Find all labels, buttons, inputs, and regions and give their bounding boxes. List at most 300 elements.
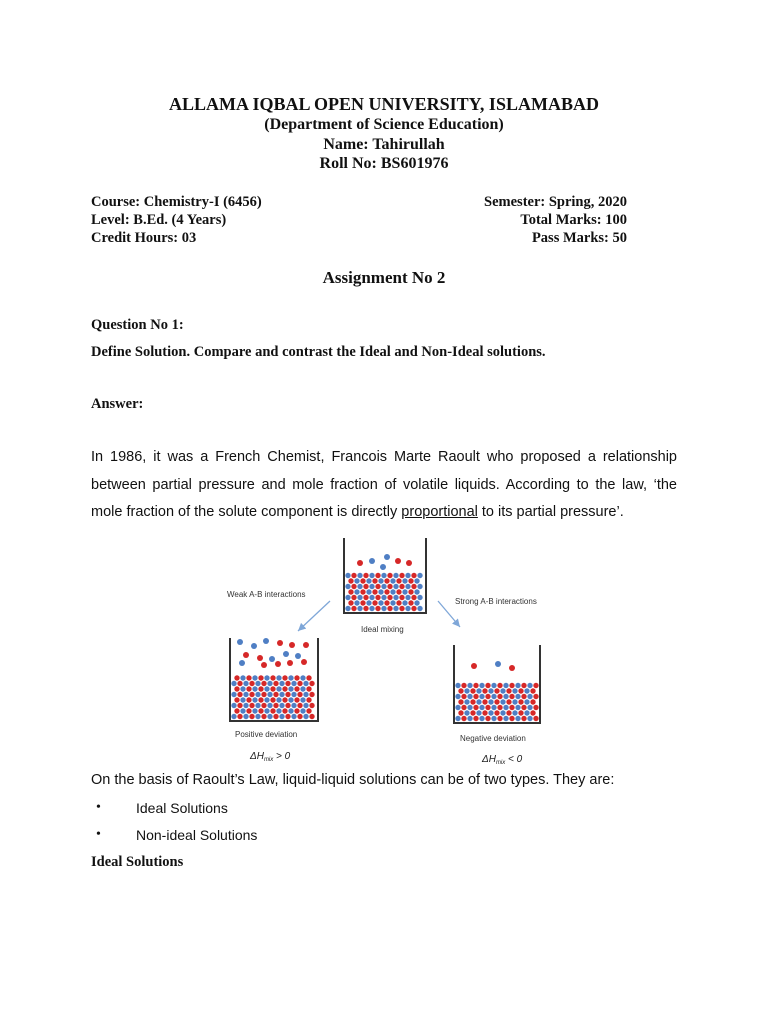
particle — [497, 716, 502, 721]
particle — [306, 675, 311, 680]
particle — [306, 708, 311, 713]
particle — [276, 708, 281, 713]
particle — [521, 683, 526, 688]
particle — [300, 675, 305, 680]
particle — [390, 589, 395, 594]
particle — [417, 595, 422, 600]
particle — [411, 595, 416, 600]
particle — [476, 710, 481, 715]
particle — [411, 584, 416, 589]
particle — [282, 686, 287, 691]
particle — [246, 697, 251, 702]
particle — [291, 703, 296, 708]
particle — [533, 705, 538, 710]
particle — [301, 659, 307, 665]
particle — [303, 642, 309, 648]
positive-deviation-label: Positive deviation — [235, 730, 298, 739]
particle — [405, 573, 410, 578]
particle — [533, 683, 538, 688]
particle — [503, 716, 508, 721]
particle — [360, 600, 365, 605]
particle — [497, 683, 502, 688]
particle — [375, 595, 380, 600]
particle — [366, 578, 371, 583]
particle — [267, 681, 272, 686]
particle — [518, 710, 523, 715]
particle — [417, 584, 422, 589]
particle — [273, 714, 278, 719]
particle — [345, 606, 350, 611]
particle — [246, 686, 251, 691]
particle — [288, 708, 293, 713]
particle — [411, 606, 416, 611]
particle — [485, 694, 490, 699]
particle — [518, 688, 523, 693]
particle — [455, 683, 460, 688]
particle — [282, 708, 287, 713]
types-intro: On the basis of Raoult’s Law, liquid-liquid solutions can be of two types. They are: — [91, 772, 615, 788]
ideal-mixing-label: Ideal mixing — [361, 625, 404, 634]
strong-interactions-label: Strong A-B interactions — [455, 597, 537, 606]
particle — [467, 716, 472, 721]
particle — [279, 714, 284, 719]
particle — [503, 683, 508, 688]
particle — [348, 578, 353, 583]
particle — [303, 703, 308, 708]
particle — [282, 697, 287, 702]
particle — [470, 710, 475, 715]
particle — [524, 699, 529, 704]
particle — [306, 697, 311, 702]
particle — [276, 675, 281, 680]
left-arrow — [298, 601, 330, 631]
pass-marks-field: Pass Marks: 50 — [531, 230, 627, 246]
level-field: Level: B.Ed. (4 Years) — [91, 212, 227, 228]
particle — [509, 683, 514, 688]
particle — [351, 606, 356, 611]
particle — [509, 716, 514, 721]
total-marks-field: Total Marks: 100 — [520, 212, 627, 228]
particle — [372, 589, 377, 594]
particle — [506, 710, 511, 715]
particle — [351, 584, 356, 589]
particle — [479, 716, 484, 721]
roll-number: Roll No: BS601976 — [319, 155, 449, 172]
particle — [461, 683, 466, 688]
particle — [279, 692, 284, 697]
particle — [390, 600, 395, 605]
particle — [270, 686, 275, 691]
particle — [467, 705, 472, 710]
particle — [354, 578, 359, 583]
particle — [363, 595, 368, 600]
right-liquid — [455, 683, 538, 721]
particle — [257, 655, 263, 661]
particle — [267, 714, 272, 719]
particle — [261, 681, 266, 686]
particle — [297, 714, 302, 719]
particle — [309, 714, 314, 719]
particle — [485, 716, 490, 721]
particle — [455, 716, 460, 721]
list-item-non-ideal: Non-ideal Solutions — [136, 827, 258, 843]
particle — [249, 681, 254, 686]
particle — [384, 554, 390, 560]
particle — [527, 705, 532, 710]
positive-enthalpy: $\Delta H_{mix} > 0$ — [250, 751, 291, 763]
particle — [417, 606, 422, 611]
particle — [303, 692, 308, 697]
particle — [354, 589, 359, 594]
paragraph-text: In 1986, it was a French Chemist, Francois Marte Raoult who proposed a relationship between partial pressure and mole fraction of volatile liquids. According to the law, ‘the mole fraction of the solute component is directly — [91, 449, 677, 520]
particle — [494, 688, 499, 693]
particle — [387, 584, 392, 589]
particle — [291, 681, 296, 686]
particle — [258, 697, 263, 702]
department-line: (Department of Science Education) — [264, 116, 504, 133]
particle — [494, 699, 499, 704]
particle — [231, 692, 236, 697]
particle — [309, 681, 314, 686]
list-item-ideal: Ideal Solutions — [136, 800, 228, 816]
particle — [455, 694, 460, 699]
particle — [369, 558, 375, 564]
particle — [294, 686, 299, 691]
particle — [291, 714, 296, 719]
particle — [488, 688, 493, 693]
particle — [297, 692, 302, 697]
particle — [366, 600, 371, 605]
particle — [237, 692, 242, 697]
particle — [497, 705, 502, 710]
particle — [476, 688, 481, 693]
particle — [467, 694, 472, 699]
particle — [506, 699, 511, 704]
particle — [515, 694, 520, 699]
particle — [297, 681, 302, 686]
particle — [234, 686, 239, 691]
particle — [255, 681, 260, 686]
particle — [345, 595, 350, 600]
particle — [503, 705, 508, 710]
particle — [243, 703, 248, 708]
particle — [384, 589, 389, 594]
particle — [387, 595, 392, 600]
underlined-word: proportional — [401, 504, 478, 520]
particle — [393, 573, 398, 578]
particle — [503, 694, 508, 699]
particle — [396, 600, 401, 605]
particle — [375, 606, 380, 611]
particle — [269, 656, 275, 662]
particle — [414, 578, 419, 583]
particle — [384, 578, 389, 583]
particle — [512, 710, 517, 715]
particle — [495, 661, 501, 667]
particle — [414, 600, 419, 605]
particle — [527, 716, 532, 721]
negative-deviation-label: Negative deviation — [460, 734, 526, 743]
particle — [458, 699, 463, 704]
particle — [285, 681, 290, 686]
question-text: Define Solution. Compare and contrast the Ideal and Non-Ideal solutions. — [91, 344, 546, 360]
particle — [405, 584, 410, 589]
particle — [279, 681, 284, 686]
particle — [414, 589, 419, 594]
particle — [295, 653, 301, 659]
particle — [482, 710, 487, 715]
particle — [533, 716, 538, 721]
particle — [470, 688, 475, 693]
particle — [408, 600, 413, 605]
particle — [351, 595, 356, 600]
particle — [491, 683, 496, 688]
particle — [273, 681, 278, 686]
particle — [476, 699, 481, 704]
particle — [473, 694, 478, 699]
particle — [264, 675, 269, 680]
particle — [231, 714, 236, 719]
particle — [369, 595, 374, 600]
particle — [488, 710, 493, 715]
particle — [375, 573, 380, 578]
particle — [488, 699, 493, 704]
particle — [473, 716, 478, 721]
particle — [297, 703, 302, 708]
particle — [479, 694, 484, 699]
section-heading: Ideal Solutions — [91, 854, 184, 870]
particle — [270, 675, 275, 680]
particle — [405, 606, 410, 611]
particle — [231, 703, 236, 708]
particle — [291, 692, 296, 697]
particle — [402, 600, 407, 605]
particle — [249, 703, 254, 708]
particle — [249, 692, 254, 697]
particle — [455, 705, 460, 710]
particle — [243, 652, 249, 658]
particle — [303, 681, 308, 686]
particle — [363, 584, 368, 589]
paragraph-tail: to its partial pressure’. — [477, 504, 624, 520]
particle — [363, 573, 368, 578]
particle — [461, 705, 466, 710]
particle — [294, 708, 299, 713]
particle — [348, 589, 353, 594]
particle — [357, 560, 363, 566]
particle — [252, 697, 257, 702]
particle — [512, 699, 517, 704]
particle — [285, 703, 290, 708]
particle — [402, 589, 407, 594]
particle — [263, 638, 269, 644]
particle — [288, 686, 293, 691]
particle — [395, 558, 401, 564]
particle — [264, 708, 269, 713]
center-liquid — [345, 573, 422, 611]
particle — [396, 578, 401, 583]
particle — [405, 595, 410, 600]
particle — [378, 578, 383, 583]
bullet-marker: • — [96, 800, 101, 815]
particle — [275, 661, 281, 667]
particle — [467, 683, 472, 688]
raoult-paragraph — [91, 444, 677, 527]
particle — [527, 683, 532, 688]
particle — [485, 683, 490, 688]
particle — [246, 708, 251, 713]
particle — [300, 697, 305, 702]
particle — [530, 710, 535, 715]
particle — [512, 688, 517, 693]
particle — [243, 714, 248, 719]
particle — [372, 578, 377, 583]
particle — [408, 589, 413, 594]
particle — [402, 578, 407, 583]
particle — [399, 584, 404, 589]
particle — [264, 686, 269, 691]
particle — [390, 578, 395, 583]
particle — [288, 675, 293, 680]
particle — [237, 714, 242, 719]
particle — [515, 716, 520, 721]
particle — [381, 606, 386, 611]
course-field: Course: Chemistry-I (6456) — [91, 194, 262, 210]
particle — [479, 705, 484, 710]
particle — [500, 710, 505, 715]
negative-enthalpy: $\Delta H_{mix} < 0$ — [482, 754, 523, 766]
particle — [357, 573, 362, 578]
particle — [300, 708, 305, 713]
particle — [524, 688, 529, 693]
particle — [234, 697, 239, 702]
particle — [306, 686, 311, 691]
particle — [396, 589, 401, 594]
particle — [464, 688, 469, 693]
particle — [251, 643, 257, 649]
particle — [500, 688, 505, 693]
particle — [464, 699, 469, 704]
left-liquid — [231, 675, 314, 719]
particle — [264, 697, 269, 702]
particle — [458, 688, 463, 693]
particle — [491, 716, 496, 721]
particle — [406, 560, 412, 566]
particle — [399, 606, 404, 611]
particle — [240, 675, 245, 680]
particle — [237, 681, 242, 686]
particle — [482, 699, 487, 704]
particle — [417, 573, 422, 578]
particle — [509, 694, 514, 699]
particle — [482, 688, 487, 693]
particle — [261, 714, 266, 719]
particle — [289, 642, 295, 648]
particle — [237, 703, 242, 708]
particle — [524, 710, 529, 715]
particle — [234, 675, 239, 680]
question-number: Question No 1: — [91, 317, 184, 333]
particle — [239, 660, 245, 666]
particle — [515, 705, 520, 710]
particle — [243, 681, 248, 686]
particle — [276, 697, 281, 702]
particle — [252, 686, 257, 691]
particle — [348, 600, 353, 605]
weak-interactions-label: Weak A-B interactions — [227, 590, 306, 599]
particle — [258, 675, 263, 680]
particle — [384, 600, 389, 605]
particle — [360, 578, 365, 583]
particle — [246, 675, 251, 680]
particle — [273, 703, 278, 708]
particle — [285, 692, 290, 697]
particle — [240, 708, 245, 713]
particle — [252, 675, 257, 680]
particle — [357, 584, 362, 589]
particle — [345, 584, 350, 589]
bullet-marker: • — [96, 827, 101, 842]
particle — [471, 663, 477, 669]
particle — [282, 675, 287, 680]
particle — [243, 692, 248, 697]
particle — [267, 692, 272, 697]
particle — [515, 683, 520, 688]
particle — [283, 651, 289, 657]
particle — [288, 697, 293, 702]
particle — [369, 584, 374, 589]
particle — [509, 705, 514, 710]
particle — [363, 606, 368, 611]
particle — [372, 600, 377, 605]
particle — [287, 660, 293, 666]
particle — [461, 694, 466, 699]
particle — [357, 595, 362, 600]
raoult-deviation-figure — [220, 535, 560, 770]
particle — [279, 703, 284, 708]
particle — [473, 705, 478, 710]
particle — [351, 573, 356, 578]
particle — [294, 697, 299, 702]
particle — [380, 564, 386, 570]
particle — [485, 705, 490, 710]
university-title: ALLAMA IQBAL OPEN UNIVERSITY, ISLAMABAD — [169, 94, 599, 114]
particle — [237, 639, 243, 645]
particle — [231, 681, 236, 686]
particle — [494, 710, 499, 715]
particle — [506, 688, 511, 693]
particle — [381, 584, 386, 589]
particle — [393, 584, 398, 589]
particle — [399, 595, 404, 600]
particle — [270, 708, 275, 713]
particle — [470, 699, 475, 704]
credit-hours-field: Credit Hours: 03 — [91, 230, 197, 246]
semester-field: Semester: Spring, 2020 — [484, 194, 627, 210]
particle — [294, 675, 299, 680]
particle — [387, 573, 392, 578]
particle — [381, 573, 386, 578]
particle — [255, 714, 260, 719]
particle — [497, 694, 502, 699]
particle — [267, 703, 272, 708]
particle — [521, 694, 526, 699]
student-name: Name: Tahirullah — [323, 136, 445, 153]
particle — [500, 699, 505, 704]
particle — [479, 683, 484, 688]
particle — [258, 708, 263, 713]
particle — [273, 692, 278, 697]
